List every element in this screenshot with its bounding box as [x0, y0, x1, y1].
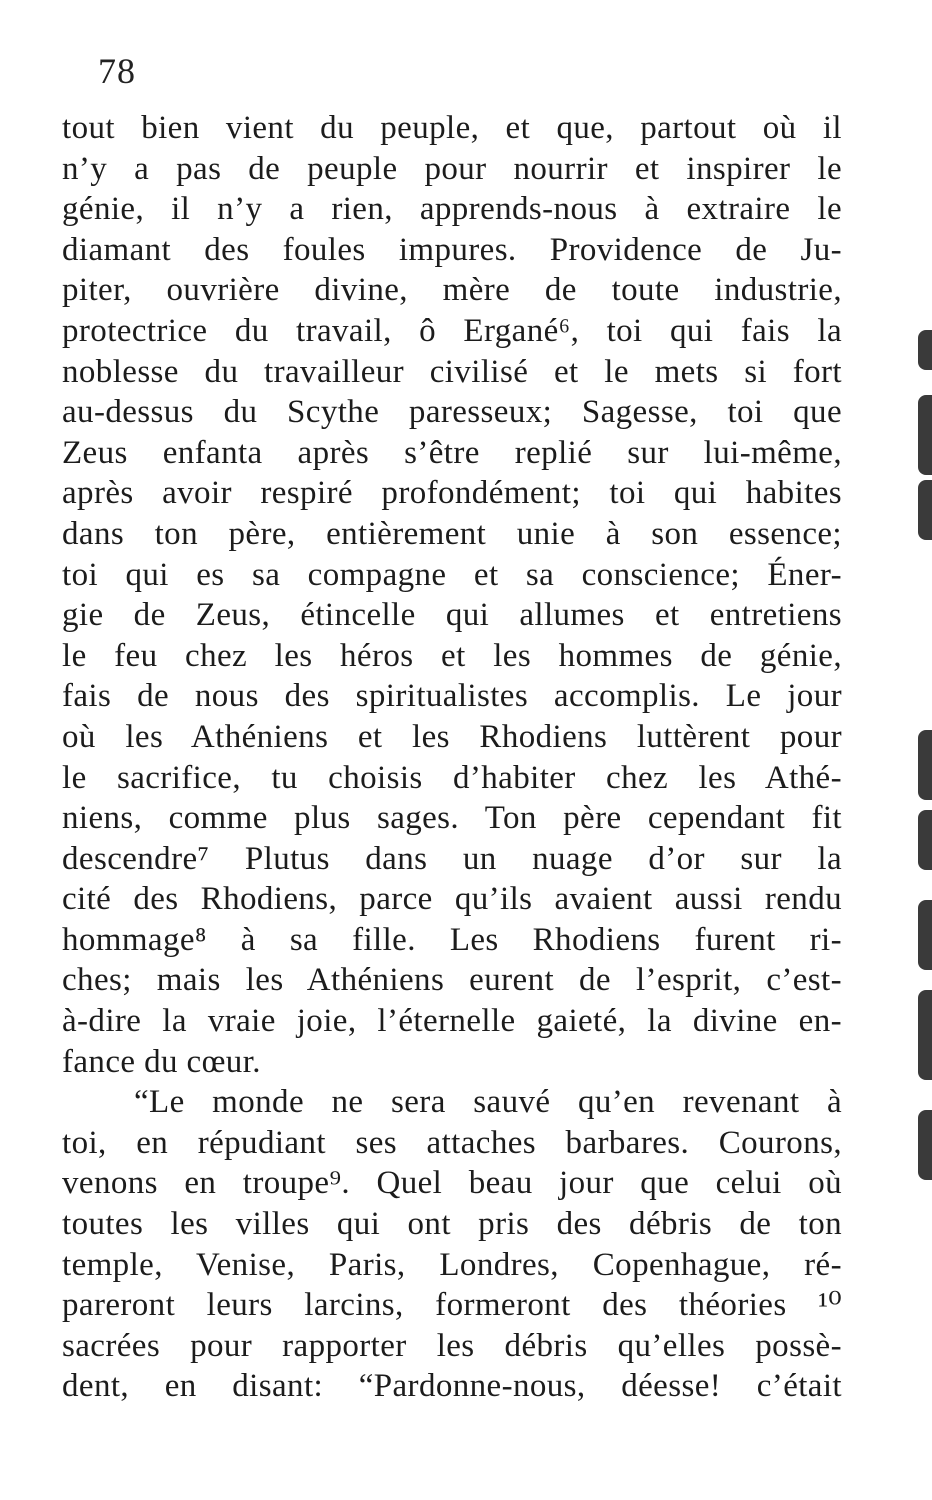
page-edge-shadow: [918, 730, 932, 800]
text-line: noblesse du travailleur civilisé et le mets si fort: [62, 353, 842, 390]
text-line: diamant des foules impures. Providence de Ju-: [62, 231, 842, 268]
text-line: toi, en répudiant ses attaches barbares. Courons,: [62, 1124, 842, 1161]
text-line: protectrice du travail, ô Ergané⁶, toi qui fais la: [62, 312, 842, 349]
page-edge-shadow: [918, 1110, 932, 1180]
text-line: n’y a pas de peuple pour nourrir et inspirer le: [62, 150, 842, 187]
text-line: fais de nous des spiritualistes accomplis. Le jour: [62, 678, 842, 715]
text-line: au-dessus du Scythe paresseux; Sagesse, toi que: [62, 394, 842, 431]
text-line: temple, Venise, Paris, Londres, Copenhague, ré-: [62, 1246, 842, 1283]
page-edge-shadow: [918, 990, 932, 1080]
text-line: génie, il n’y a rien, apprends-nous à extraire le: [62, 191, 842, 228]
text-line: après avoir respiré profondément; toi qui habites: [62, 475, 842, 512]
page-edge-shadow: [918, 810, 932, 870]
text-line: venons en troupe⁹. Quel beau jour que celui où: [62, 1165, 842, 1202]
text-line: Zeus enfanta après s’être replié sur lui-même,: [62, 434, 842, 471]
page-number: 78: [98, 51, 136, 91]
text-line: niens, comme plus sages. Ton père cependant fit: [62, 800, 842, 837]
text-line: fance du cœur.: [62, 1043, 261, 1080]
text-line: toutes les villes qui ont pris des débris de ton: [62, 1206, 842, 1243]
body-text: [62, 108, 842, 1407]
text-line: le feu chez les héros et les hommes de génie,: [62, 637, 842, 674]
text-line: dent, en disant: “Pardonne-nous, déesse! c’était: [62, 1368, 842, 1405]
text-line: descendre⁷ Plutus dans un nuage d’or sur la: [62, 840, 842, 877]
text-line: tout bien vient du peuple, et que, partout où il: [62, 110, 842, 146]
page-edge-shadow: [918, 395, 932, 475]
text-line: piter, ouvrière divine, mère de toute industrie,: [62, 272, 842, 309]
page-edge-shadow: [918, 900, 932, 970]
text-line: le sacrifice, tu choisis d’habiter chez les Athé-: [62, 759, 842, 796]
text-line: à-dire la vraie joie, l’éternelle gaieté, la divine en-: [62, 1003, 842, 1040]
page-edge-shadow: [918, 330, 932, 370]
text-line: ches; mais les Athéniens eurent de l’esprit, c’est-: [62, 962, 842, 999]
text-line: gie de Zeus, étincelle qui allumes et entretiens: [62, 597, 842, 634]
text-line: cité des Rhodiens, parce qu’ils avaient aussi rendu: [62, 881, 842, 918]
text-line: où les Athéniens et les Rhodiens luttèrent pour: [62, 718, 842, 755]
text-line: dans ton père, entièrement unie à son essence;: [62, 515, 842, 552]
text-line: sacrées pour rapporter les débris qu’elles possè-: [62, 1327, 842, 1364]
text-line: pareront leurs larcins, formeront des théories ¹⁰: [62, 1287, 842, 1324]
text-line: toi qui es sa compagne et sa conscience; Éner-: [62, 556, 842, 593]
page-edge-shadow: [918, 480, 932, 540]
text-line: hommage⁸ à sa fille. Les Rhodiens furent ri-: [62, 921, 842, 958]
text-line: “Le monde ne sera sauvé qu’en revenant à: [134, 1084, 842, 1121]
